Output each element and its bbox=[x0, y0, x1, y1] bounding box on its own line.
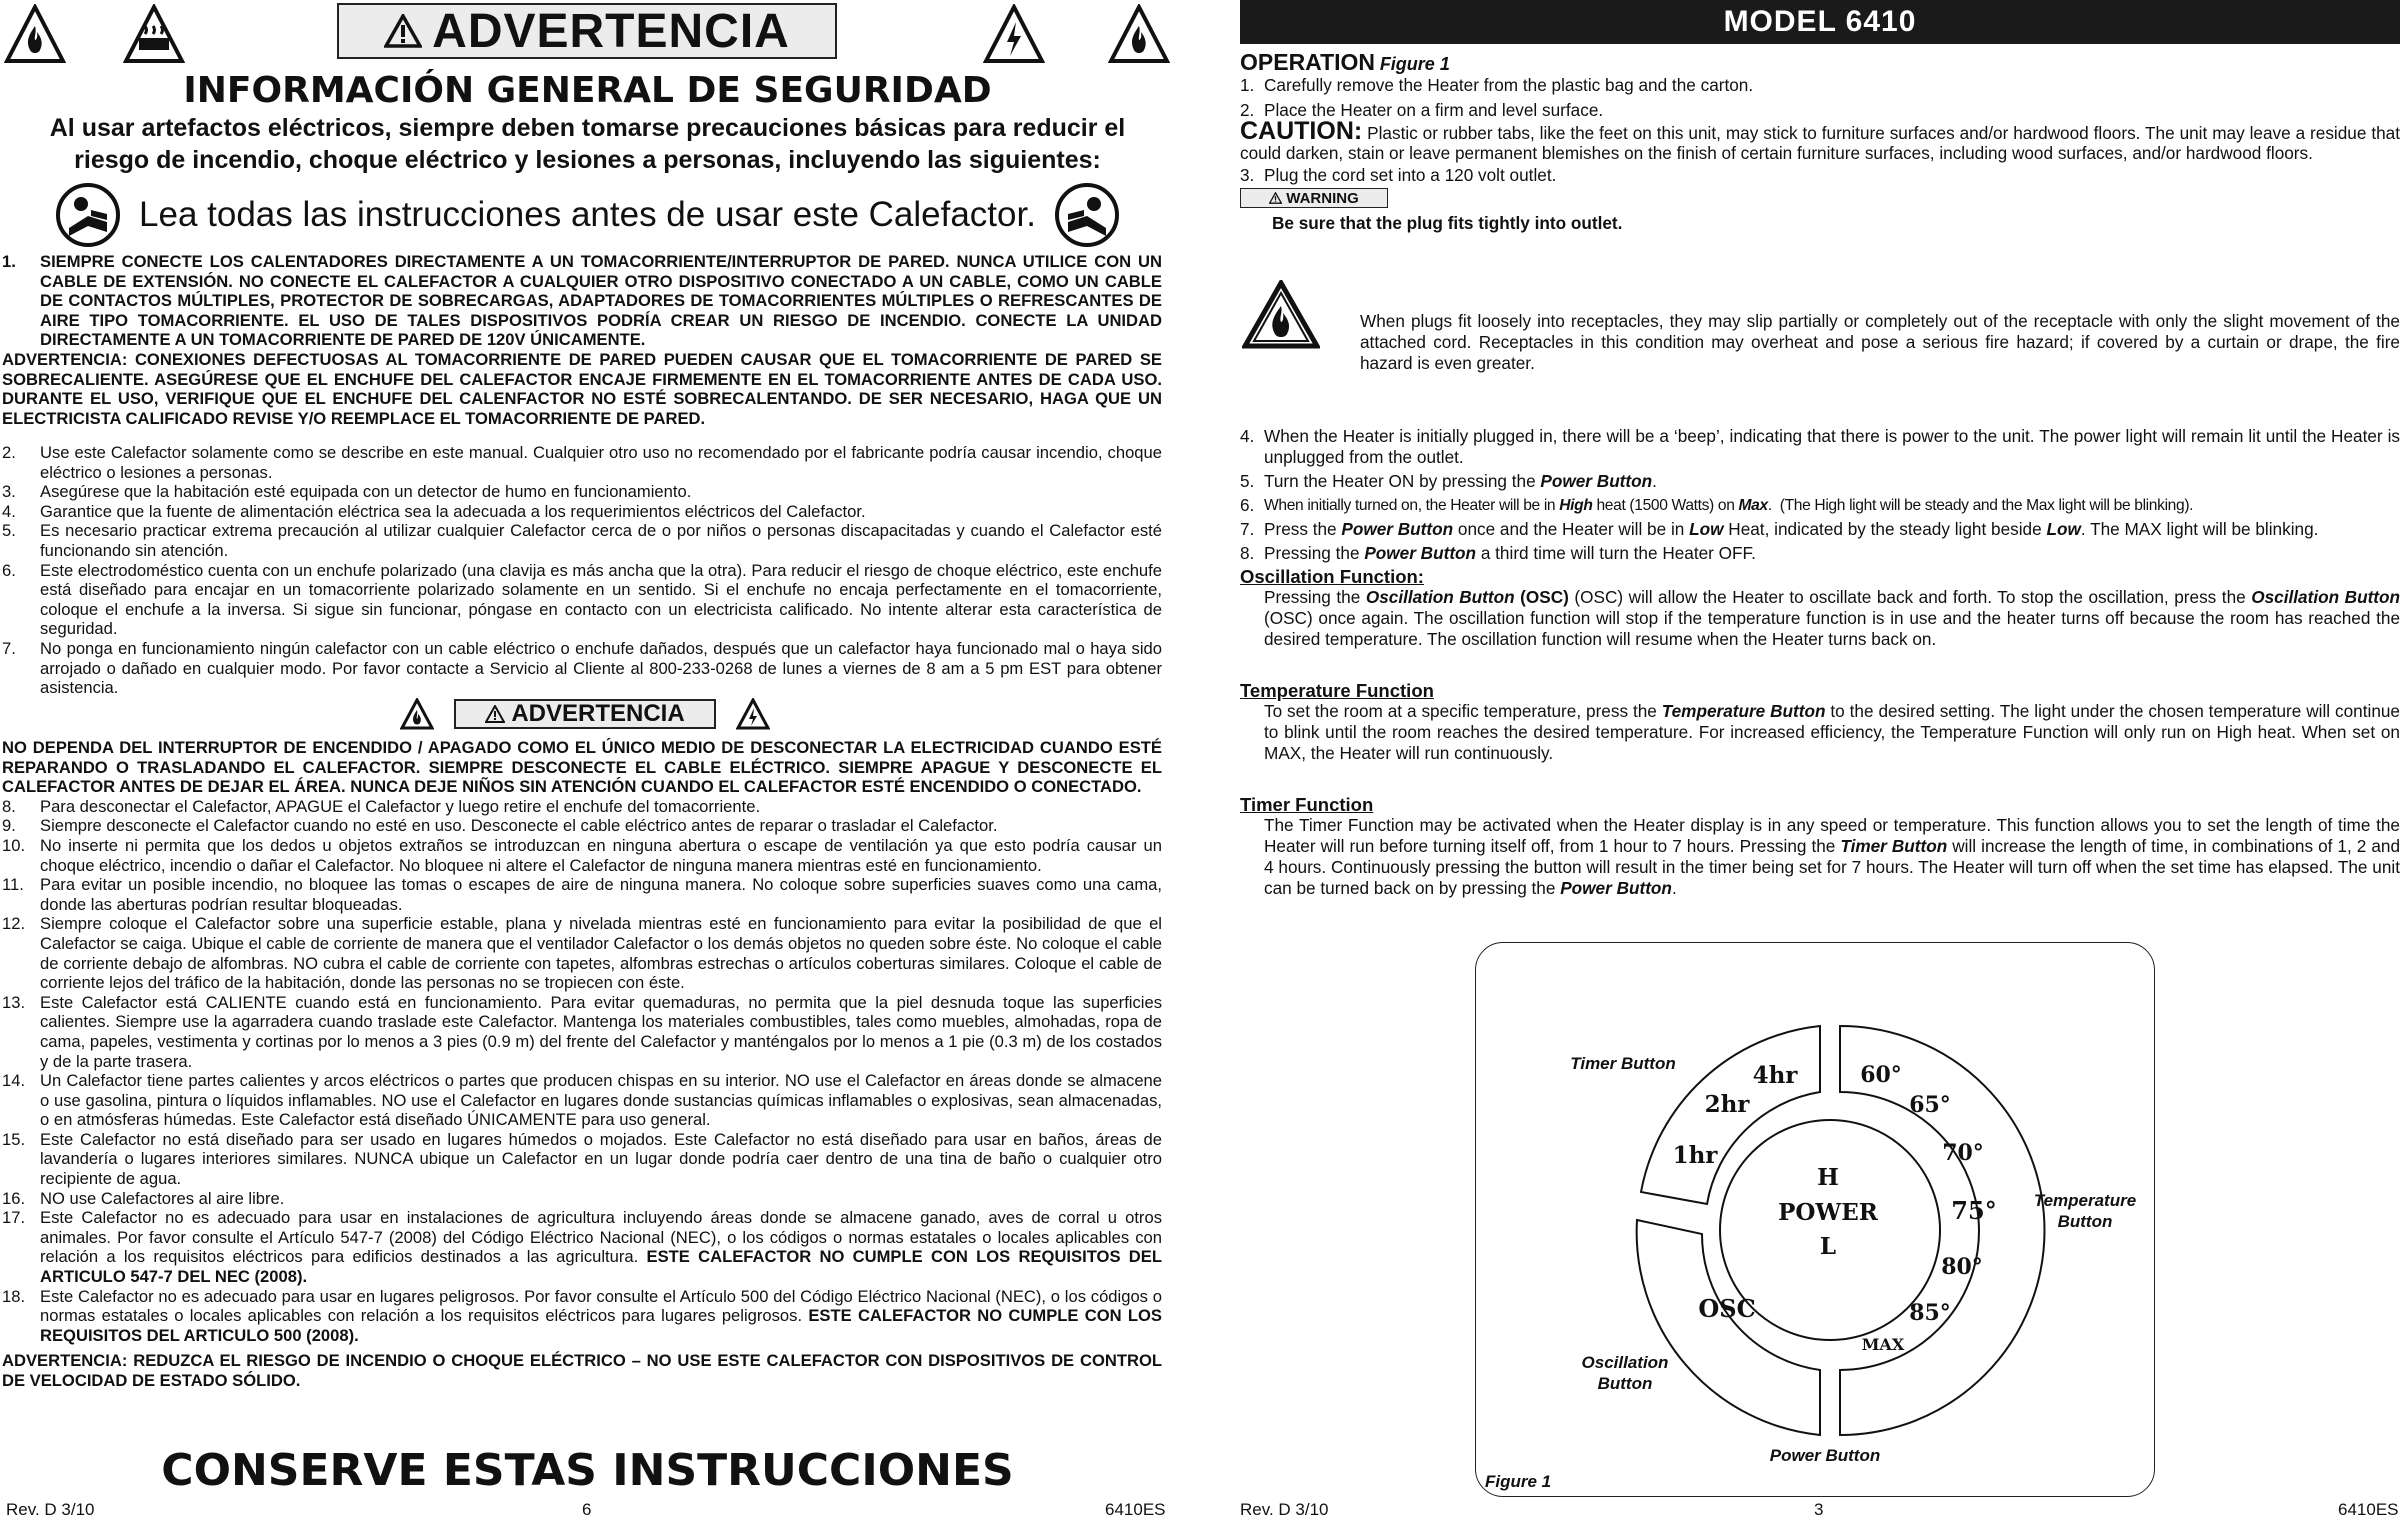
footer-code: 6410ES bbox=[2338, 1500, 2399, 1519]
list-item bbox=[2, 443, 1162, 482]
step-number: 6. bbox=[1240, 495, 1255, 515]
item-text: SIEMPRE CONECTE LOS CALENTADORES DIRECTAMENTE A UN TOMACORRIENTE/INTERRUPTOR DE PARED. NUNCA UTILICE CON UN CABLE DE EXTENSIÓN. NO CONECTE EL CALEFACTOR A CUALQUIER OTRO DISPOSITIVO CONECTADO A UN CABLE, COMO UN CABLE DE CONTACTOS MÚLTIPLES, PROTECTOR DE SOBRECARGAS, ADAPTADORES DE TOMACORRIENTES MÚLTIPLES O REFRESCANTES DE AIRE TIPO TOMACORRIENTE. EL USO DE TALES DISPOSITIVOS PODRÍA CREAR UN RIESGO DE INCENDIO. CONECTE LA UNIDAD DIRECTAMENTE A UN TOMACORRIENTE DE PARED DE 120V ÚNICAMENTE. bbox=[40, 252, 1162, 350]
item-number: 11. bbox=[2, 875, 24, 895]
step-text: When the Heater is initially plugged in, there will be a ‘beep’, indicating that there is power to the unit. The power light will remain lit until the Heater is unplugged from the outlet. bbox=[1264, 426, 2400, 467]
caution-label: CAUTION: bbox=[1240, 117, 1363, 145]
caution-text: Plastic or rubber tabs, like the feet on this unit, may stick to furniture surfaces and/or hardwood floors. The unit may leave a residue that could darken, stain or leave permanent blemishes on the finish of certain furniture surfaces, including wood surfaces, and/or hardwood floors. bbox=[1240, 123, 2401, 163]
item-number: 18. bbox=[2, 1286, 26, 1306]
temp-b: Temperature Button bbox=[1661, 701, 1826, 721]
step-text: Turn the Heater ON by pressing the Power Button. bbox=[1264, 471, 1657, 491]
item-text: Este electrodoméstico cuenta con un enchufe polarizado (una clavija es más ancha que la otra). Para reducir el riesgo de choque eléctrico, este enchufe está diseñado para encajar en un tomacorriente polarizado solamente en un sentido. Si el enchufe no encaja perfectamente en el tomacorriente, coloque el enchufe a la inversa. Si sigue sin funcionar, póngase en contacto con un electricista calificado. No intente alterar esta característica de seguridad. bbox=[40, 560, 1162, 639]
step7-d: Low bbox=[1689, 519, 1724, 539]
list-item bbox=[2, 836, 1162, 875]
step-number: 1. bbox=[1240, 75, 1255, 95]
list-item bbox=[2, 252, 1162, 350]
item-text: Este Calefactor está CALIENTE cuando está en funcionamiento. Para evitar quemaduras, no permita que la piel desnuda toque las superficies calientes. Siempre use la agarradera cuando traslade este Calefactor. Mantenga los materiales combustibles, tales como muebles, almohadas, ropa de cama, papeles, vestimenta y cortinas por lo menos a 3 pies (0.9 m) del frente del Calefactor y manténgalos por lo menos a 1 pie (0.3 m) de los costados y de la parte trasera. bbox=[40, 992, 1162, 1071]
item-number: 6. bbox=[2, 560, 16, 580]
temp-60[interactable]: 60° bbox=[1860, 1062, 1902, 1088]
item-number: 9. bbox=[2, 816, 16, 836]
oscillation-label-line-2: Button bbox=[1597, 1374, 1653, 1393]
step7-g: The MAX light will be blinking. bbox=[2090, 519, 2319, 539]
step7-b: Power Button bbox=[1341, 519, 1454, 539]
timer-button-label: Timer Button bbox=[1570, 1054, 1676, 1073]
warning-banner-text: ADVERTENCIA bbox=[432, 4, 790, 58]
temp-c: to the desired setting. The light under the chosen temperature will continue to blink until the room reaches the desired temperature. For increased efficiency, the Temperature Function will only run on High heat. When set on MAX, the Heater will run continuously. bbox=[1264, 701, 2400, 763]
temp-65[interactable]: 65° bbox=[1909, 1092, 1951, 1118]
step7-c: once and the Heater will be in bbox=[1457, 519, 1685, 539]
step5-a: Turn the Heater ON by pressing the bbox=[1264, 471, 1536, 491]
step-number: 3. bbox=[1240, 165, 1255, 185]
operation-figure-ref: Figure 1 bbox=[1379, 54, 1450, 74]
footer-revision: Rev. D 3/10 bbox=[6, 1500, 95, 1519]
list-item bbox=[2, 1189, 1162, 1209]
max-label: MAX bbox=[1861, 1335, 1905, 1354]
step6-d: Max bbox=[1738, 497, 1768, 514]
osc-e: (OSC) once again. The oscillation function will stop if the temperature function is in use and the heater turns off because the room has reached the desired temperature. The oscillation function will resume when the Heater turns back on. bbox=[1264, 608, 2400, 649]
subtitle-line-1: Al usar artefactos eléctricos, siempre deben tomarse precauciones básicas para reducir el bbox=[49, 114, 1126, 142]
list-item bbox=[2, 1208, 1162, 1286]
step-number: 5. bbox=[1240, 471, 1255, 491]
temp-75[interactable]: 75° bbox=[1951, 1196, 1997, 1225]
item-text: Este Calefactor no está diseñado para ser usado en lugares húmedos o mojados. Este Calefactor no está diseñado para usar en baños, áreas de lavandería o lugares interiores similares. NUNCA ubique un Calefactor en un lugar donde podría caer dentro de una tina de baño o cualquier otro recipiente de agua. bbox=[40, 1129, 1162, 1189]
item-text bbox=[40, 1287, 1162, 1346]
final-warning: ADVERTENCIA: REDUZCA EL RIESGO DE INCENDIO O CHOQUE ELÉCTRICO – NO USE ESTE CALEFACTOR CON DISPOSITIVOS DE CONTROL DE VELOCIDAD DE ESTADO SÓLIDO. bbox=[2, 1351, 1162, 1390]
osc-d: Oscillation Button bbox=[2251, 587, 2401, 607]
item-text: Garantice que la fuente de alimentación eléctrica sea la adecuada a los requerimientos eléctricos del Calefactor. bbox=[40, 501, 866, 521]
timer-b: Timer Button bbox=[1840, 836, 1948, 856]
osc-key[interactable]: OSC bbox=[1698, 1294, 1756, 1323]
power-l-label: L bbox=[1819, 1233, 1837, 1260]
timer-a: The Timer Function may be activated when the Heater display is in any speed or temperature. This function allows you to set the length of time the Heater will run before turning itself off, from 1 hour to 7 hours. Pressing the bbox=[1264, 815, 2400, 856]
warning-banner bbox=[337, 3, 837, 59]
step-text: When initially turned on, the Heater will be in High heat (1500 Watts) on Max. (The High light will be steady and the Max light will be blinking). bbox=[1264, 497, 2194, 514]
step6-e: (The High light will be steady and the Max light will be blinking). bbox=[1779, 497, 2194, 514]
list-item bbox=[2, 1130, 1162, 1189]
item-number: 7. bbox=[2, 638, 16, 658]
item-number: 14. bbox=[2, 1071, 26, 1091]
timer-text: The Timer Function may be activated when the Heater display is in any speed or temperature. This function allows you to set the length of time the Heater will run before turning itself off, from 1 hour to 7 hours. Pressing the Timer Button will increase the length of time, in combinations of 1, 2 and 4 hours. Continuously pressing the button will result in the timer being set for 7 hours. The Heater will turn off when the set time has elapsed. The unit can be turned back on by pressing the Power Button. bbox=[1264, 815, 2401, 898]
step7-a: Press the bbox=[1264, 519, 1337, 539]
temperature-heading: Temperature Function bbox=[1240, 680, 1434, 701]
shock-warning-icon bbox=[983, 4, 1045, 66]
timer-1hr[interactable]: 1hr bbox=[1672, 1142, 1718, 1169]
item-number: 17. bbox=[2, 1208, 26, 1228]
step-text: Carefully remove the Heater from the plastic bag and the carton. bbox=[1264, 75, 1754, 95]
item-number: 3. bbox=[2, 482, 16, 502]
list-item bbox=[2, 875, 1162, 914]
list-item bbox=[2, 639, 1162, 698]
oscillation-button-shape bbox=[1637, 1220, 1820, 1435]
item-number: 16. bbox=[2, 1188, 26, 1208]
item17-bold: ESTE CALEFACTOR NO CUMPLE CON LOS REQUISITOS DEL ARTICULO 547-7 DEL NEC (2008). bbox=[40, 1247, 1162, 1287]
step-number: 7. bbox=[1240, 519, 1255, 539]
warning-icon bbox=[485, 705, 505, 723]
list-item bbox=[2, 993, 1162, 1071]
warning-paragraph: ADVERTENCIA: CONEXIONES DEFECTUOSAS AL TOMACORRIENTE DE PARED PUEDEN CAUSAR QUE EL TOMACORRIENTE DE PARED SE SOBRECALIENTE. ASEGÚRESE QUE EL ENCHUFE DEL CALEFACTOR ENCAJE FIRMEMENTE EN EL TOMACORRIENTE ANTES DE CADA USO. DURANTE EL USO, VERIFIQUE QUE EL ENCHUFE DEL CALENFACTOR NO ESTÉ SOBRECALENTANDO. DE SER NECESARIO, HAGA QUE UN ELECTRICISTA CALIFICADO REVISE Y/O REEMPLACE EL TOMACORRIENTE DE PARED. bbox=[2, 349, 1162, 428]
step6-b: High bbox=[1559, 497, 1593, 514]
item17-text: Este Calefactor no es adecuado para usar en instalaciones de agricultura incluyendo áreas donde se almacene ganado, aves de corral u otros animales. Por favor consulte el Artículo 547-7 (2008) del Código Eléctrico Nacional (NEC), o los códigos o normas estatales o locales aplicables con relación a los requisitos eléctricos para edificios destinados a las agricultura. bbox=[40, 1208, 1162, 1267]
step-text: Place the Heater on a firm and level surface. bbox=[1264, 100, 1604, 120]
list-item bbox=[2, 561, 1162, 639]
warning-banner-2-box bbox=[454, 699, 716, 729]
temp-85[interactable]: 85° bbox=[1909, 1300, 1951, 1326]
temperature-label-line-2: Button bbox=[2057, 1212, 2113, 1231]
read-manual-icon bbox=[1054, 182, 1120, 248]
footer-page-number: 6 bbox=[582, 1500, 592, 1519]
step7-f: Low bbox=[2046, 519, 2081, 539]
fire-warning-icon bbox=[1108, 4, 1170, 66]
item-text: Para desconectar el Calefactor, APAGUE el Calefactor y luego retire el enchufe del tomacorriente. bbox=[40, 796, 761, 816]
item-number: 8. bbox=[2, 796, 16, 816]
footer-code: 6410ES bbox=[1105, 1500, 1166, 1519]
timer-heading: Timer Function bbox=[1240, 794, 1374, 815]
item-text: Para evitar un posible incendio, no bloquee las tomas o escapes de aire de ninguna manera. No coloque sobre superficies suaves como una cama, donde las aberturas podrían resultar bloqueadas. bbox=[40, 875, 1162, 914]
left-page bbox=[0, 0, 1175, 1521]
safety-items-b bbox=[2, 797, 1162, 1208]
osc-a: Pressing the bbox=[1264, 587, 1361, 607]
list-item bbox=[2, 797, 1162, 817]
step8-c: a third time will turn the Heater OFF. bbox=[1480, 543, 1756, 563]
item-text bbox=[40, 1208, 1162, 1286]
item18-bold: ESTE CALEFACTOR NO CUMPLE CON LOS REQUISITOS DEL ARTICULO 500 (2008). bbox=[40, 1306, 1162, 1345]
item-number: 10. bbox=[2, 835, 26, 855]
power-word[interactable]: POWER bbox=[1778, 1199, 1878, 1226]
power-button-label: Power Button bbox=[1769, 1446, 1881, 1465]
subtitle-line-2: riesgo de incendio, choque eléctrico y lesiones a personas, incluyendo las siguientes: bbox=[74, 146, 1101, 174]
power-h-label: H bbox=[1817, 1164, 1839, 1191]
item18-text: Este Calefactor no es adecuado para usar en lugares peligrosos. Por favor consulte el Artículo 500 del Código Eléctrico Nacional (NEC), o los códigos o normas estatales o locales aplicables con relación a los requisitos eléctricos para lugares peligrosos. bbox=[40, 1286, 1162, 1326]
read-instructions bbox=[55, 180, 1120, 250]
list-item bbox=[2, 502, 1162, 522]
item-text: Un Calefactor tiene partes calientes y arcos eléctricos o partes que producen chispas en su interior. NO use el Calefactor en áreas donde se almacene o use gasolina, pintura o líquidos inflamables. NO use el Calefactor en lugares donde sustancias químicas inflamables o explosivas, sean almacenadas, o en atmósferas húmedas. Este Calefactor está diseñado ÚNICAMENTE para uso general. bbox=[40, 1071, 1162, 1130]
step7-e: Heat, indicated by the steady light beside bbox=[1728, 519, 2042, 539]
item-number: 2. bbox=[2, 443, 16, 462]
item-text: Siempre coloque el Calefactor sobre una superficie estable, plana y nivelada mientras esté en funcionamiento para evitar la posibilidad de que el Calefactor se caiga. Ubique el cable de corriente de manera que el ventilador Calefactor o los demás objetos no queden sobre éste. No coloque el cable de corriente debajo de alfombras. NO cubra el cable de corriente con tapetes, alfombras estrechas o artículos coberturas similares. Coloque el cable de corriente lejos del tráfico de la habitación, donde las personas no se tropiecen con éste. bbox=[40, 914, 1162, 993]
item-text: No inserte ni permita que los dedos u objetos extraños se introduzcan en ninguna abertura o escape de ventilación ya que esto podría causar un choque eléctrico, incendio o dañar el Calefactor. No bloquee ni altere el Calefactor de ninguna manera mientras esté en funcionamiento. bbox=[40, 835, 1162, 875]
list-item bbox=[2, 521, 1162, 560]
step6-a: When initially turned on, the Heater will be in bbox=[1264, 497, 1556, 514]
warning-banner-2 bbox=[400, 697, 770, 731]
control-panel-diagram bbox=[1240, 0, 2400, 1521]
read-instructions-text: Lea todas las instrucciones antes de usar este Calefactor. bbox=[139, 195, 1036, 234]
plug-warning-text: When plugs fit loosely into receptacles, they may slip partially or completely out of the receptacle with only the slight movement of the attached cord. Receptacles in this condition may overheat and pose a serious fire hazard; if covered by a curtain or drape, the fire hazard is even greater. bbox=[1360, 311, 2400, 374]
step8-a: Pressing the bbox=[1264, 543, 1360, 563]
oscillation-heading: Oscillation Function: bbox=[1240, 566, 1424, 587]
step8-b: Power Button bbox=[1364, 543, 1477, 563]
step-number: 8. bbox=[1240, 543, 1255, 563]
osc-c: (OSC) will allow the Heater to oscillate back and forth. To stop the oscillation, press the bbox=[1574, 587, 2246, 607]
temperature-label-line-1: Temperature bbox=[2033, 1191, 2137, 1210]
list-item bbox=[2, 914, 1162, 992]
footer-revision: Rev. D 3/10 bbox=[1240, 1500, 1329, 1519]
item-text: NO use Calefactores al aire libre. bbox=[40, 1188, 285, 1208]
item-number: 15. bbox=[2, 1129, 26, 1149]
item-text: No ponga en funcionamiento ningún calefactor con un cable eléctrico o enchufe dañados, después que un calefactor haya funcionado mal o haya sido arrojado o dañado en cualquier modo. Por favor contacte a Servicio al Cliente al 800-233-0268 de lunes a viernes de 8 am a 5 pm EST para obtener asistencia. bbox=[40, 638, 1162, 698]
oscillation-label-line-1: Oscillation bbox=[1581, 1353, 1669, 1372]
item-text: Use este Calefactor solamente como se describe en este manual. Cualquier otro uso no recomendado por el fabricante podría causar incendio, choque eléctrico o lesiones a personas. bbox=[40, 443, 1162, 482]
timer-c: will increase the length of time, in combinations of 1, 2 and 4 hours. Continuously pressing the button will result in the timer being set for 7 hours. The Heater will turn off when the set time has elapsed. The unit can be turned back on by pressing the bbox=[1264, 836, 2401, 898]
safety-section-2 bbox=[2, 738, 1162, 1391]
item-text: Siempre desconecte el Calefactor cuando no esté en uso. Desconecte el cable eléctrico antes de reparar o trasladar el Calefactor. bbox=[40, 816, 998, 836]
oscillation-button-label bbox=[1565, 1352, 1685, 1394]
list-item bbox=[2, 482, 1162, 502]
step-text: Press the Power Button once and the Heater will be in Low Heat, indicated by the steady light beside Low. The MAX light will be blinking. bbox=[1264, 519, 2319, 539]
warning-banner-2-text: ADVERTENCIA bbox=[511, 700, 685, 727]
step-number: 4. bbox=[1240, 426, 1255, 446]
read-manual-icon bbox=[55, 182, 121, 248]
model-header: MODEL 6410 bbox=[1240, 0, 2400, 44]
list-item bbox=[2, 1287, 1162, 1346]
disconnect-paragraph: NO DEPENDA DEL INTERRUPTOR DE ENCENDIDO / APAGADO COMO EL ÚNICO MEDIO DE DESCONECTAR LA ELECTRICIDAD CUANDO ESTÉ REPARANDO O TRASLADANDO EL CALEFACTOR. SIEMPRE DESCONECTE EL CABLE ELÉCTRICO. SIEMPRE APAGUE Y DESCONECTE EL CALEFACTOR ANTES DE DEJAR EL ÁREA. NUNCA DEJE NIÑOS SIN ATENCIÓN CUANDO EL CALEFACTOR ESTÉ ENCENDIDO O CONECTADO. bbox=[2, 738, 1162, 797]
warning-icon bbox=[384, 14, 422, 48]
temperature-button-label bbox=[2020, 1190, 2150, 1232]
timer-d: Power Button bbox=[1560, 878, 1672, 898]
item-text: Es necesario practicar extrema precaución al utilizar cualquier Calefactor cerca de o por niños o personas discapacitadas y cuando el Calefactor esté funcionando sin atención. bbox=[40, 521, 1162, 560]
temp-a: To set the room at a specific temperature, press the bbox=[1264, 701, 1657, 721]
hot-surface-icon bbox=[123, 4, 185, 66]
list-item bbox=[2, 816, 1162, 836]
page-title: INFORMACIÓN GENERAL DE SEGURIDAD bbox=[183, 70, 992, 111]
fire-warning-icon bbox=[4, 4, 66, 66]
osc-b: Oscillation Button bbox=[1365, 587, 1515, 607]
right-page bbox=[1240, 0, 2400, 1521]
item-number: 4. bbox=[2, 501, 16, 521]
shock-warning-icon bbox=[736, 698, 770, 730]
footer-page-number: 3 bbox=[1814, 1500, 1824, 1519]
figure-caption: Figure 1 bbox=[1485, 1472, 1552, 1491]
step6-c: heat (1500 Watts) on bbox=[1596, 497, 1735, 514]
oscillation-text: Pressing the Oscillation Button (OSC) (OSC) will allow the Heater to oscillate back and forth. To stop the oscillation, press the Oscillation Button (OSC) once again. The oscillation function will stop if the temperature function is in use and the heater turns off because the room has reached the desired temperature. The oscillation function will resume when the Heater turns back on. bbox=[1264, 587, 2401, 649]
timer-4hr[interactable]: 4hr bbox=[1752, 1062, 1798, 1089]
item-number: 1. bbox=[2, 252, 16, 271]
item-text: Asegúrese que la habitación esté equipada con un detector de humo en funcionamiento. bbox=[40, 482, 692, 502]
warning-label-text: WARNING bbox=[1286, 189, 1359, 207]
step-text: Plug the cord set into a 120 volt outlet. bbox=[1264, 165, 1557, 185]
page-subtitle bbox=[0, 112, 1175, 176]
safety-section-1 bbox=[2, 252, 1162, 428]
item-number: 5. bbox=[2, 521, 16, 541]
list-item bbox=[2, 1071, 1162, 1130]
operation-heading: OPERATION bbox=[1240, 49, 1376, 75]
plug-sure-text: Be sure that the plug fits tightly into outlet. bbox=[1272, 213, 1623, 233]
timer-2hr[interactable]: 2hr bbox=[1704, 1091, 1750, 1118]
item-number: 13. bbox=[2, 992, 26, 1012]
safety-items-a bbox=[2, 443, 1162, 698]
conserve-heading: CONSERVE ESTAS INSTRUCCIONES bbox=[161, 1445, 1014, 1496]
temp-80[interactable]: 80° bbox=[1941, 1254, 1983, 1280]
fire-warning-icon bbox=[400, 698, 434, 730]
step-number: 2. bbox=[1240, 100, 1255, 120]
item-number: 12. bbox=[2, 914, 26, 934]
temp-70[interactable]: 70° bbox=[1942, 1140, 1984, 1166]
step5-b: Power Button bbox=[1540, 471, 1653, 491]
